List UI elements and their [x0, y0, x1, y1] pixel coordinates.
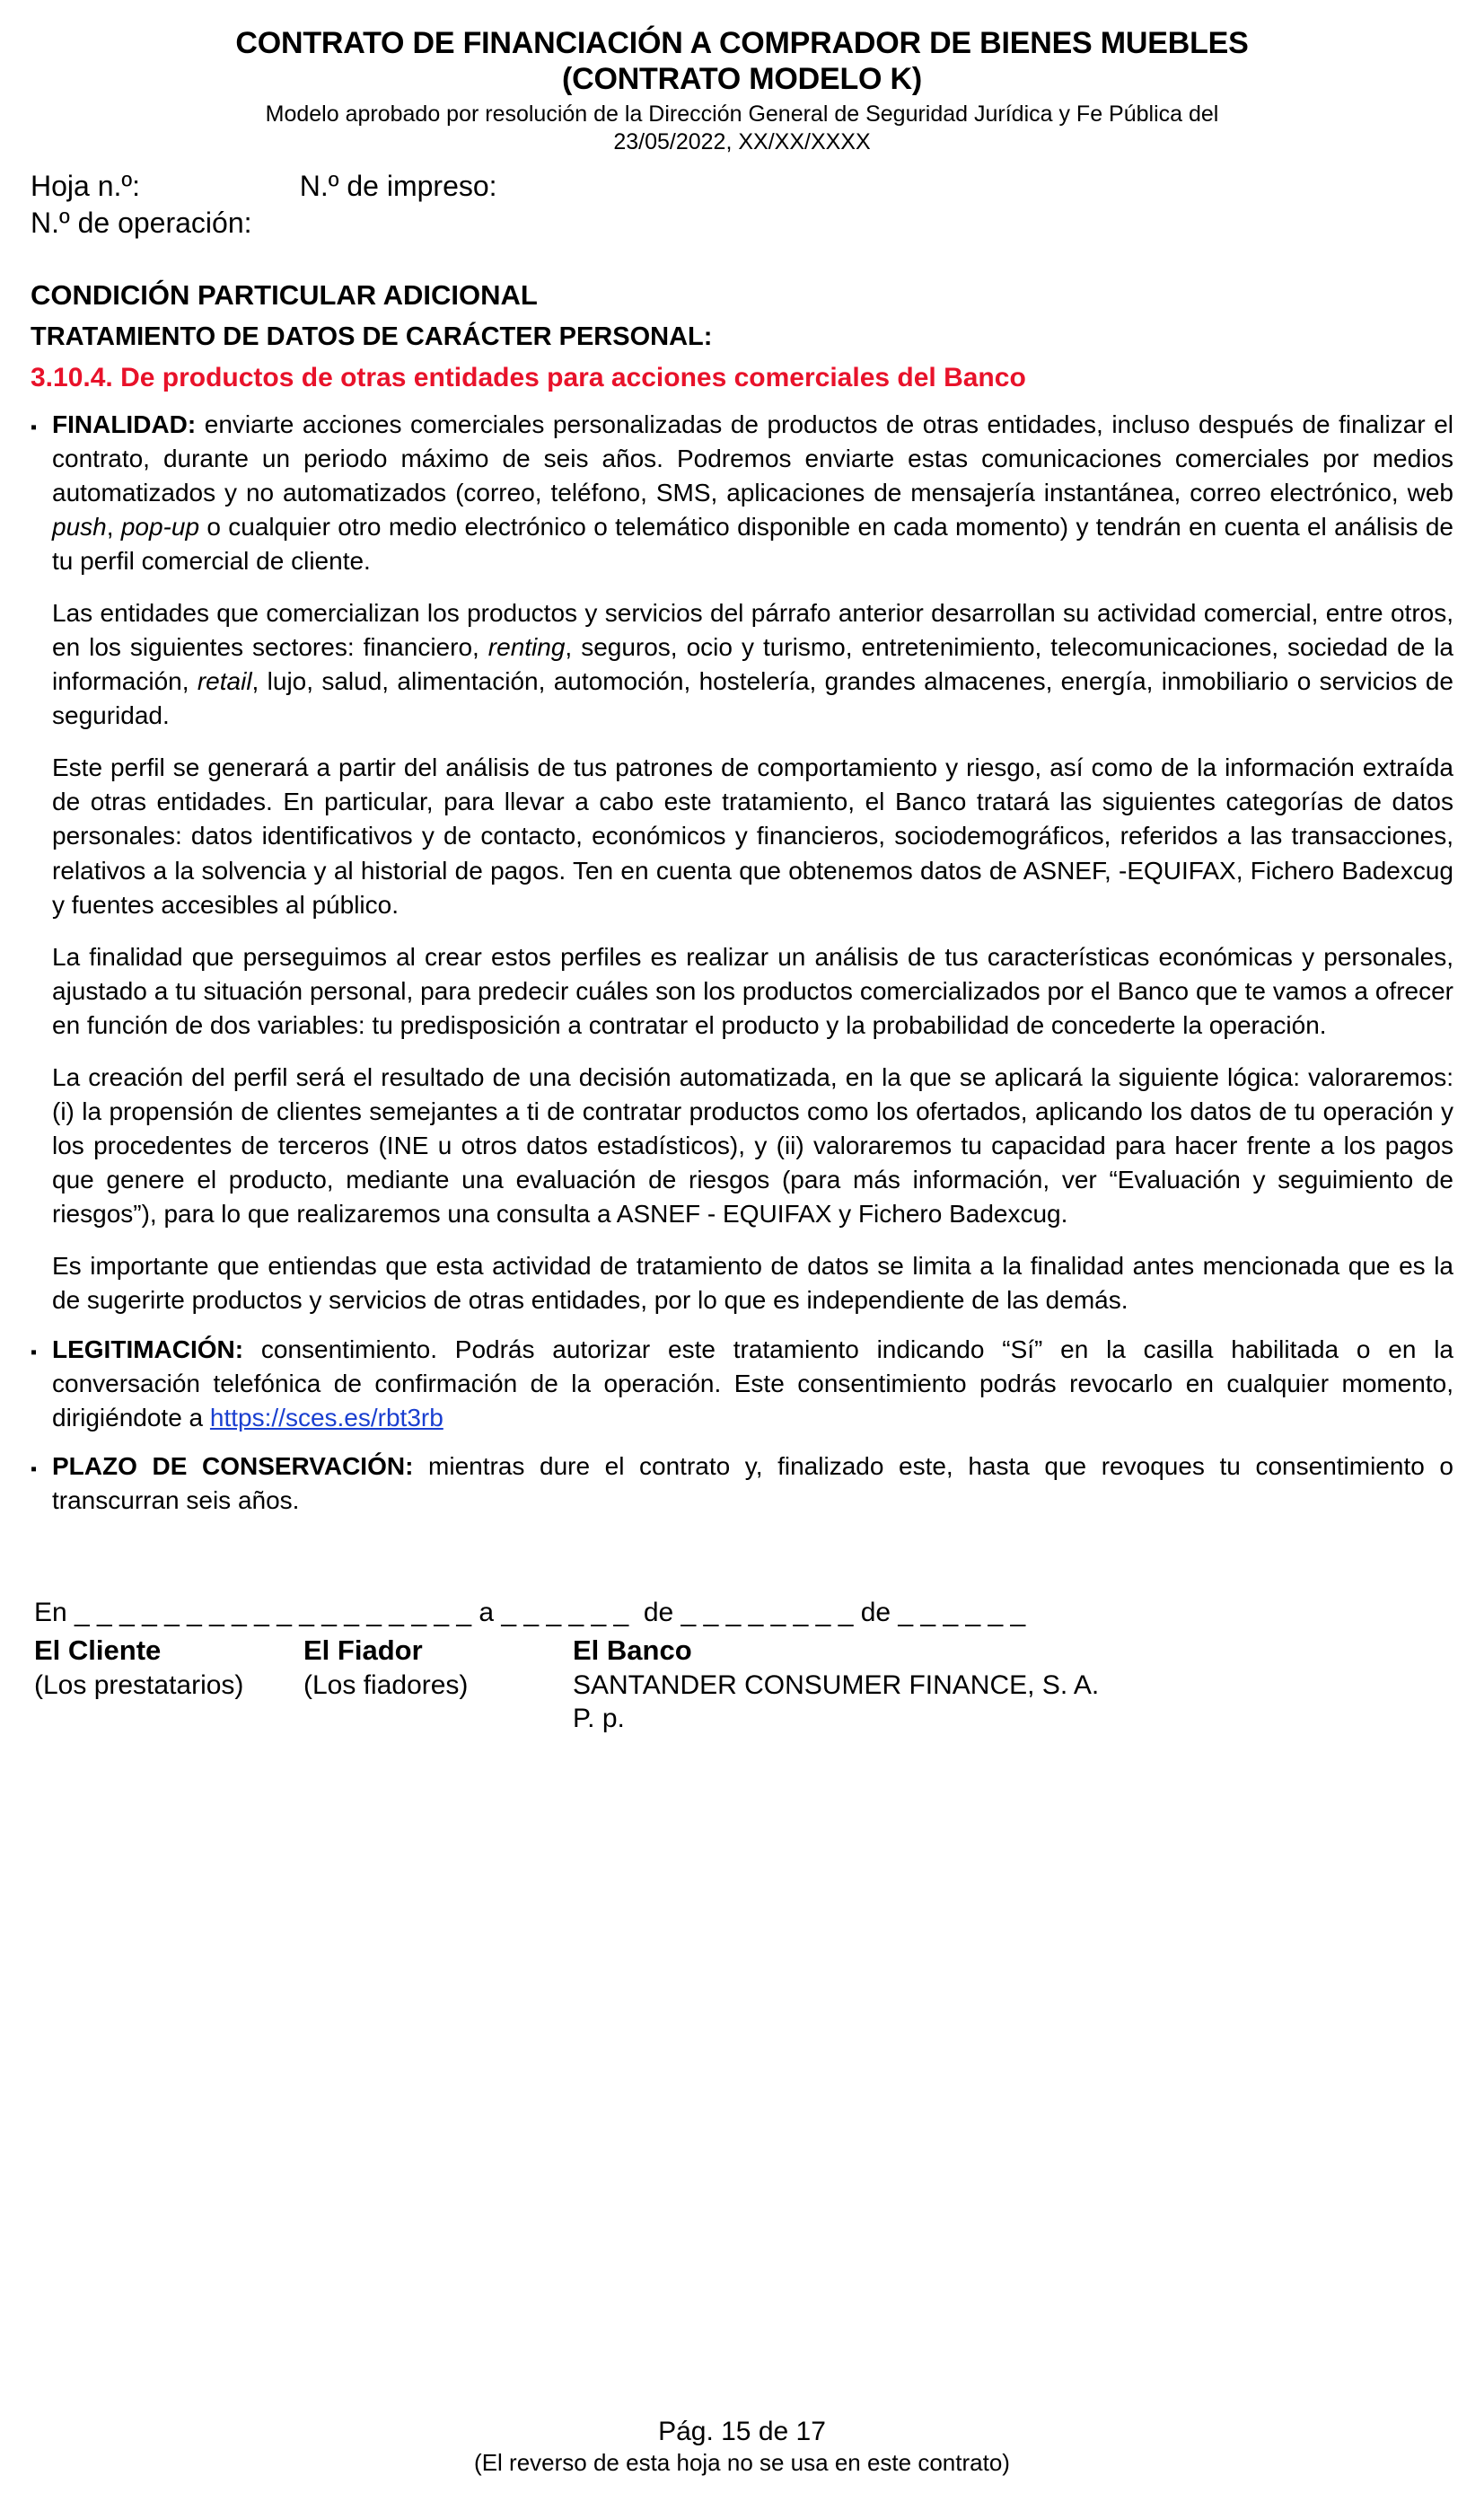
signature-guarantor-subtext: (Los fiadores) — [303, 1669, 469, 1700]
p1-part-a: Las entidades que comercializan los productos y servicios del párrafo anterior desarrollan su actividad comercial, entre otros, en los siguientes sectores: financiero, — [52, 599, 1453, 662]
paragraph-entidades — [31, 596, 1453, 733]
signature-bank-name: SANTANDER CONSUMER FINANCE, S. A. — [573, 1669, 1100, 1700]
bullet-legitimacion-body — [52, 1333, 1453, 1435]
finalidad-italic-push: push — [52, 512, 107, 541]
legitimacion-label: LEGITIMACIÓN: — [52, 1335, 244, 1363]
paragraph-independencia: Es importante que entiendas que esta actividad de tratamiento de datos se limita a la finalidad antes mencionada que es la de sugerirte productos y servicios de otras entidades, por lo que es independiente de las demás. — [52, 1252, 1453, 1315]
document-header — [31, 25, 1453, 242]
operation-number-field: N.º de operación: — [31, 206, 252, 239]
document-subtitle-line2: 23/05/2022, XX/XX/XXXX — [613, 129, 871, 155]
bullet-finalidad — [31, 408, 1453, 578]
bullet-square-icon: ▪ — [31, 1458, 38, 1479]
finalidad-text-2: , — [106, 512, 121, 541]
paragraph-finalidad-perfiles: La finalidad que perseguimos al crear estos perfiles es realizar un análisis de tus características económicas y personales, ajustado a tu situación personal, para predecir cuáles son los productos comercializados por el Banco que te vamos a ofrecer en función de dos variables: tu predisposición a contratar el producto y la probabilidad de concederte la operación. — [52, 942, 1453, 1039]
document-title-line1: CONTRATO DE FINANCIACIÓN A COMPRADOR DE BIENES MUEBLES — [235, 26, 1249, 60]
signature-client-heading: El Cliente — [34, 1634, 162, 1666]
bullet-legitimacion — [31, 1333, 1453, 1435]
section-subtitle: TRATAMIENTO DE DATOS DE CARÁCTER PERSONAL: — [31, 322, 713, 351]
bullet-plazo-body — [52, 1449, 1453, 1518]
document-title-line2: (CONTRATO MODELO K) — [561, 62, 922, 97]
revocation-link[interactable]: https://sces.es/rbt3rb — [209, 1403, 443, 1431]
signature-columns — [34, 1634, 1453, 1736]
signature-bank-block — [573, 1634, 1255, 1736]
signature-bank-pp: P. p. — [573, 1704, 625, 1734]
document-subtitle-line1: Modelo aprobado por resolución de la Dirección General de Seguridad Jurídica y Fe Pública del — [265, 101, 1219, 128]
section-title: CONDICIÓN PARTICULAR ADICIONAL — [31, 278, 538, 311]
signature-client-subtext: (Los prestatarios) — [34, 1669, 244, 1700]
finalidad-text-1: enviarte acciones comerciales personalizadas de productos de otras entidades, incluso después de finalizar el contrato, durante un periodo máximo de seis años. Podremos enviarte estas comunicaciones comerciales por medios automatizados y no automatizados (correo, teléfono, SMS, aplicaciones de mensajería instantánea, correo electrónico, web — [52, 410, 1453, 507]
bullet-square-icon: ▪ — [31, 417, 38, 437]
bullet-square-icon: ▪ — [31, 1342, 38, 1362]
signature-area — [31, 1595, 1453, 1736]
bullet-plazo-conservacion — [31, 1449, 1453, 1518]
page-footer — [0, 2417, 1484, 2477]
p1-italic-retail: retail — [197, 667, 252, 696]
bullet-finalidad-body — [52, 408, 1453, 578]
header-fields — [31, 168, 1453, 242]
finalidad-label: FINALIDAD: — [52, 410, 197, 438]
document-title — [31, 25, 1453, 97]
signature-guarantor-block — [303, 1634, 573, 1736]
clause-heading: 3.10.4. De productos de otras entidades para acciones comerciales del Banco — [31, 362, 1026, 392]
footer-note: (El reverso de esta hoja no se usa en este contrato) — [474, 2449, 1010, 2476]
p1-italic-renting: renting — [487, 633, 566, 662]
plazo-label: PLAZO DE CONSERVACIÓN: — [52, 1451, 414, 1480]
finalidad-text-3: o cualquier otro medio electrónico o telemático disponible en cada momento) y tendrán en cuenta el análisis de tu perfil comercial de cliente. — [52, 512, 1453, 575]
paragraph-perfil: Este perfil se generará a partir del análisis de tus patrones de comportamiento y riesgo, así como de la información extraída de otras entidades. En particular, para llevar a cabo este tratamiento, el Banco tratará las siguientes categorías de datos personales: datos identificativos y de contacto, económicos y financieros, sociodemográficos, referidos a las transacciones, relativos a la solvencia y al historial de pagos. Ten en cuenta que obtenemos datos de ASNEF, -EQUIFAX, Fichero Badexcug y fuentes accesibles al público. — [52, 753, 1453, 919]
signature-guarantor-heading: El Fiador — [303, 1634, 423, 1666]
p1-part-c: , lujo, salud, alimentación, automoción, hostelería, grandes almacenes, energía, inmobiliario o servicios de seguridad. — [52, 667, 1453, 730]
sheet-number-field: Hoja n.º: N.º de impreso: — [31, 169, 497, 202]
signature-client-block — [34, 1634, 303, 1736]
legitimacion-text: consentimiento. Podrás autorizar este tratamiento indicando “Sí” en la casilla habilitada o en la conversación telefónica de confirmación de la operación. Este consentimiento podrás revocarlo en cualquier momento, dirigiéndote a — [52, 1335, 1453, 1431]
plazo-text: mientras dure el contrato y, finalizado este, hasta que revoques tu consentimiento o transcurran seis años. — [52, 1451, 1453, 1514]
paragraph-decision-automatizada: La creación del perfil será el resultado de una decisión automatizada, en la que se aplicará la siguiente lógica: valoraremos: (i) la propensión de clientes semejantes a ti de contratar productos como los ofertados, aplicando los datos de tu operación y los procedentes de terceros (INE u otros datos estadísticos), y (ii) valoraremos tu capacidad para hacer frente a los pagos que genere el producto, mediante una evaluación de riesgos (para más información, ver “Evaluación y seguimiento de riesgos”), para lo que realizaremos una consulta a ASNEF - EQUIFAX y Fichero Badexcug. — [52, 1062, 1453, 1229]
signature-date-line: En _ _ _ _ _ _ _ _ _ _ _ _ _ _ _ _ _ _ a _ _ _ _ _ _ de _ _ _ _ _ _ _ _ de _ _ _ _ _ _ — [34, 1597, 1026, 1627]
page-number: Pág. 15 de 17 — [658, 2417, 826, 2446]
finalidad-italic-popup: pop-up — [120, 512, 200, 541]
document-subtitle — [31, 101, 1453, 157]
signature-bank-heading: El Banco — [573, 1634, 692, 1666]
p1-part-b: , seguros, ocio y turismo, entretenimiento, telecomunicaciones, sociedad de la información, — [52, 633, 1454, 696]
